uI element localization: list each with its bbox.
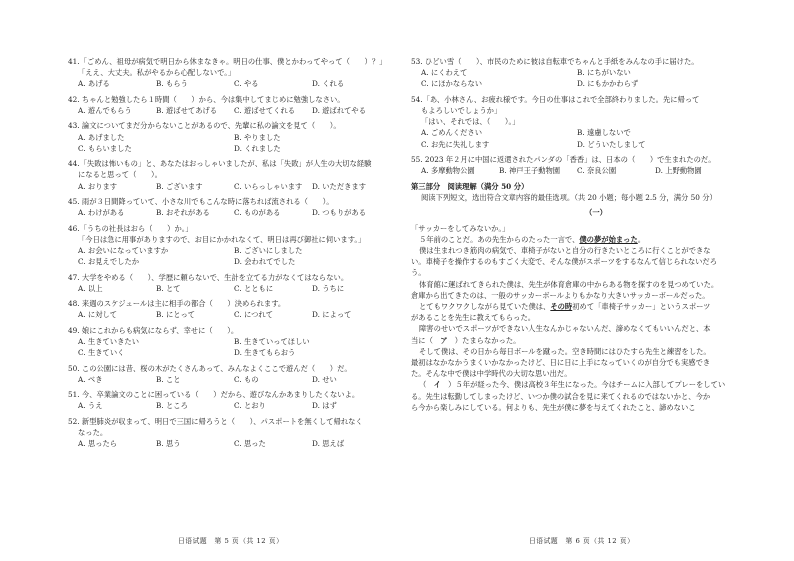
- option-row: [68, 143, 386, 154]
- question-stem: 45. 雨が３日間降っていて、小さな川でもこんな時に落ちれば流される（ ）。: [68, 196, 334, 206]
- answer-option[interactable]: B. こと: [156, 374, 181, 384]
- answer-option[interactable]: B. 神戸王子動物園: [499, 166, 561, 176]
- answer-option[interactable]: D. うちに: [312, 283, 345, 293]
- passage-line: （ イ ）５年が経った今、僕は高校３年生になった。今はチームに入部してプレーをしてい: [419, 380, 726, 390]
- question-item: [68, 120, 386, 154]
- answer-option[interactable]: C. 奈良公園: [577, 166, 617, 176]
- question-stem: 55. 2023 年２月に中国に返還されたパンダの「香香」は、日本の（ ）で生まれたのだ。: [411, 155, 716, 164]
- answer-option[interactable]: D. くれる: [312, 79, 345, 89]
- passage-line: 僕は生まれつき筋肉の病気で、車椅子がないと自分の行きたいところに行くことができな: [419, 245, 711, 255]
- answer-option[interactable]: B. にちがいない: [577, 68, 631, 78]
- answer-option[interactable]: C. とともに: [234, 283, 274, 293]
- answer-option[interactable]: B. ございます: [156, 181, 203, 191]
- answer-option[interactable]: B. 遊ばせてあげる: [156, 106, 218, 115]
- answer-option[interactable]: D. どういたしまして: [577, 139, 646, 149]
- question-item: [68, 196, 386, 218]
- right-column: [411, 56, 781, 413]
- reading-passage: [411, 223, 781, 413]
- option-row: [68, 309, 386, 320]
- question-stem: 42. ちゃんと勉強したら１時間（ ）から、今は集中してまじめに勉強しなさい。: [68, 94, 345, 104]
- passage-line: ら今から楽しみにしている。何よりも、先生が僕に夢を与えてくれたこと、諦めないこ: [411, 402, 696, 412]
- answer-option[interactable]: A. お会いになっていますか: [78, 245, 169, 255]
- option-row: [68, 105, 386, 116]
- passage-line: い。車椅子を操作するのもすごく大変で、そんな僕がスポーツをするなんて信じられないだろ: [411, 257, 718, 267]
- question-stem: 52. 新型肺炎が収まって、明日で三国に帰ろうと（ ）、パスポートを無くして帰れなく: [68, 416, 363, 426]
- question-item: [68, 298, 386, 320]
- answer-option[interactable]: A. わけがある: [78, 208, 125, 218]
- question-stem: 43. 論文についてまだ分からないことがあるので、先輩に私の論文を見て（ ）。: [68, 121, 341, 131]
- section-title: 第三部分 阅读理解（满分 50 分）: [411, 181, 529, 191]
- question-stem: 41.「ごめん、祖母が病気で明日から休まなきゃ。明日の仕事、僕とかわってやって（ ）？」: [68, 57, 387, 66]
- option-row: [68, 400, 386, 411]
- answer-option[interactable]: D. にもかかわらず: [577, 79, 639, 89]
- question-item: [411, 56, 781, 90]
- passage-line: 体育館に運ばれてきられた僕は、先生が体育倉庫の中からある物を探すのを見つめていた。: [419, 279, 719, 289]
- passage-line: 倉庫から出てきたのは、一般のサッカーボールよりもかなり大きいサッカーボールだった。: [411, 290, 710, 300]
- question-stem: 51. 今、卒業論文のことに困っている（ ）だから、遊びなんかあまりしたくないよ。: [68, 390, 360, 400]
- answer-option[interactable]: B. とて: [156, 283, 181, 293]
- question-stem: 47. 大学をやめる（ ）、学歴に頼らないで、生計を立てる力がなくてはならない。: [68, 272, 349, 282]
- answer-option[interactable]: C. とおり: [234, 401, 266, 411]
- answer-option[interactable]: D. 上野動物園: [655, 166, 702, 176]
- option-row: [411, 67, 781, 78]
- answer-option[interactable]: C. 思った: [234, 439, 266, 449]
- answer-option[interactable]: A. おります: [78, 181, 118, 191]
- question-stem: 53. ひどい雪（ ）、市民のために彼は自転車でちゃんと手紙をみんなの手に届けた。: [411, 57, 699, 66]
- answer-option[interactable]: A. 遊んでもらう: [78, 106, 132, 115]
- question-item: [68, 56, 386, 90]
- question-item: [68, 158, 386, 192]
- passage-line: とてもワクワクしながら見ていた僕は、その時初めて「車椅子サッカー」というスポーツ: [419, 302, 711, 311]
- question-stem: 48. 来週のスケジュールは主に相手の都合（ ）決められます。: [68, 299, 286, 309]
- answer-option[interactable]: B. 思う: [156, 439, 181, 449]
- question-item: [68, 389, 386, 411]
- passage-line: そして僕は、その日から毎日ボールを蹴った。空き時間にはひたすら先生と練習をした。: [419, 346, 711, 356]
- option-row: [68, 283, 386, 294]
- answer-option[interactable]: B. 生きていってほしい: [234, 336, 310, 346]
- option-row: [68, 347, 386, 358]
- answer-option[interactable]: C. ものがある: [234, 208, 281, 218]
- answer-option[interactable]: C. もらいました: [78, 143, 132, 153]
- blank-a: ア: [440, 335, 448, 345]
- answer-option[interactable]: D. つもりがある: [312, 208, 367, 218]
- option-row: [68, 374, 386, 385]
- option-row: [68, 207, 386, 218]
- answer-option[interactable]: C. 遊ばせてくれる: [234, 106, 296, 115]
- passage-line: う。: [411, 268, 426, 278]
- answer-option[interactable]: C. にほかならない: [421, 79, 483, 89]
- option-row: [68, 132, 386, 143]
- left-question-column: [68, 56, 386, 449]
- answer-option[interactable]: C. お先に失礼します: [421, 139, 490, 149]
- answer-option[interactable]: D. 遊ばれてやる: [312, 106, 367, 115]
- answer-option[interactable]: B. もらう: [156, 79, 188, 89]
- option-row: [68, 438, 386, 449]
- question-item: [68, 363, 386, 385]
- answer-option[interactable]: C. いらっしゃいます: [234, 181, 303, 191]
- answer-option[interactable]: D. 会われてでした: [234, 257, 296, 267]
- answer-option[interactable]: A. 生きていきたい: [78, 336, 139, 346]
- question-item: [68, 223, 386, 268]
- right-page: [397, 0, 794, 561]
- passage-line: があることを先生に教えてもらった。: [411, 313, 536, 323]
- option-row: [68, 78, 386, 89]
- question-stem: 54.「あ、小林さん、お疲れ様です。今日の仕事はこれで全部終わりました。先に帰って: [411, 94, 700, 104]
- answer-option[interactable]: A. べき: [78, 374, 103, 384]
- right-page-footer: 日语试题 第 6 页（共 12 页）: [529, 537, 635, 545]
- question-item: [411, 154, 781, 176]
- passage-line: た。そんな中で僕は中学時代の大切な思い出だ。: [411, 369, 572, 379]
- blank-i: イ: [433, 380, 441, 390]
- answer-option[interactable]: D. くれました: [234, 143, 281, 153]
- question-stem: 44.「失敗は怖いもの」と、あなたはおっしゃいましたが、私は「失敗」が人生の大切な経験: [68, 159, 372, 169]
- answer-option[interactable]: D. によって: [312, 310, 352, 320]
- option-row: [68, 245, 386, 256]
- answer-option[interactable]: D. 思えば: [312, 439, 345, 449]
- option-row: [68, 336, 386, 347]
- answer-option[interactable]: C. もの: [234, 374, 259, 384]
- underlined-phrase: その時: [550, 302, 573, 311]
- answer-option[interactable]: D. せい: [312, 374, 337, 384]
- answer-option[interactable]: D. はず: [312, 401, 337, 411]
- question-stem: 「はい、それでは、（ ）。」: [421, 117, 520, 127]
- question-stem: 「ええ、大丈夫。私がやるから心配しないで。」: [78, 68, 236, 78]
- answer-option[interactable]: C. につれて: [234, 310, 274, 320]
- passage-number: （一）: [585, 208, 607, 218]
- question-stem: 46.「うちの社長はおら（ ）か。」: [68, 223, 193, 233]
- left-page-footer: 日语试题 第 5 页（共 12 页）: [178, 537, 284, 545]
- passage-line: る。先生は転勤してしまったけど、いつか僕の試合を見に来てくれるのではないかと、今か: [411, 391, 711, 401]
- passage-line: ５年前のことだ。あの先生からのたった一言で、僕の夢が始まった。: [419, 234, 646, 244]
- option-row: [68, 256, 386, 267]
- answer-option[interactable]: A. うえ: [78, 401, 103, 411]
- question-stem: なった。: [78, 427, 108, 437]
- question-item: [68, 325, 386, 359]
- question-stem: 「今日は急に用事がありますので、お目にかかれなくて、明日は再び御社に伺います。」: [78, 234, 366, 244]
- option-row: [68, 181, 386, 192]
- answer-option[interactable]: A. 以上: [78, 283, 103, 293]
- question-item: [411, 94, 781, 150]
- answer-option[interactable]: A. 思ったら: [78, 439, 118, 449]
- question-stem: 50. この公園には昔、桜の木がたくさんあって、みんなよくここで遊んだ（ ）だ。: [68, 363, 352, 373]
- right-question-list: [411, 56, 781, 176]
- answer-option[interactable]: A. ごめんください: [421, 128, 482, 138]
- answer-option[interactable]: D. いただきます: [312, 181, 367, 191]
- passage-line: 当に（ ア ）たまらなかった。: [411, 335, 521, 345]
- section-instruction: 阅读下列短文，选出符合文章内容的最佳选项。（共 20 小题；每小题 2.5 分，满分 50 分）: [421, 192, 717, 202]
- answer-option[interactable]: B. おそれがある: [156, 208, 210, 218]
- answer-option[interactable]: C. やる: [234, 79, 259, 89]
- option-row: [411, 165, 781, 176]
- answer-option[interactable]: B. やりました: [234, 132, 281, 142]
- question-item: [68, 94, 386, 116]
- answer-option[interactable]: A. に対して: [78, 310, 118, 320]
- option-row: [411, 78, 781, 89]
- passage-line: 最初はなかなかうまくいかなかったけど、日に日に上手になっていくのが自分でも実感でき: [411, 358, 711, 368]
- question-stem: になると思って（ ）。: [78, 170, 162, 180]
- answer-option[interactable]: D. 生きてもらおう: [234, 348, 296, 358]
- answer-option[interactable]: A. あげました: [78, 132, 125, 142]
- option-row: [411, 127, 781, 138]
- answer-option[interactable]: C. 生きていく: [78, 348, 125, 358]
- answer-option[interactable]: A. 多摩動物公園: [421, 166, 475, 176]
- question-stem: 49. 娘にこれからも病気にならず、幸せに（ ）。: [68, 325, 239, 335]
- question-item: [68, 272, 386, 294]
- question-item: [68, 416, 386, 450]
- question-stem: もよろしいでしょうか」: [421, 106, 502, 115]
- underlined-phrase: 僕の夢が始まった: [579, 234, 638, 244]
- answer-option[interactable]: B. ところ: [156, 401, 188, 411]
- answer-option[interactable]: B. にとって: [156, 310, 196, 320]
- answer-option[interactable]: C. お見えでしたか: [78, 257, 140, 267]
- passage-line: 「サッカーをしてみないか。」: [411, 223, 510, 233]
- answer-option[interactable]: A. にくわえて: [421, 68, 468, 78]
- answer-option[interactable]: B. ございにしました: [234, 245, 303, 255]
- answer-option[interactable]: A. あげる: [78, 79, 110, 89]
- answer-option[interactable]: B. 遠慮しないで: [577, 128, 631, 138]
- option-row: [411, 139, 781, 150]
- passage-line: 障害のせいでスポーツができない人生なんかじゃないんだ、諦めなくてもいいんだと、本: [419, 324, 711, 334]
